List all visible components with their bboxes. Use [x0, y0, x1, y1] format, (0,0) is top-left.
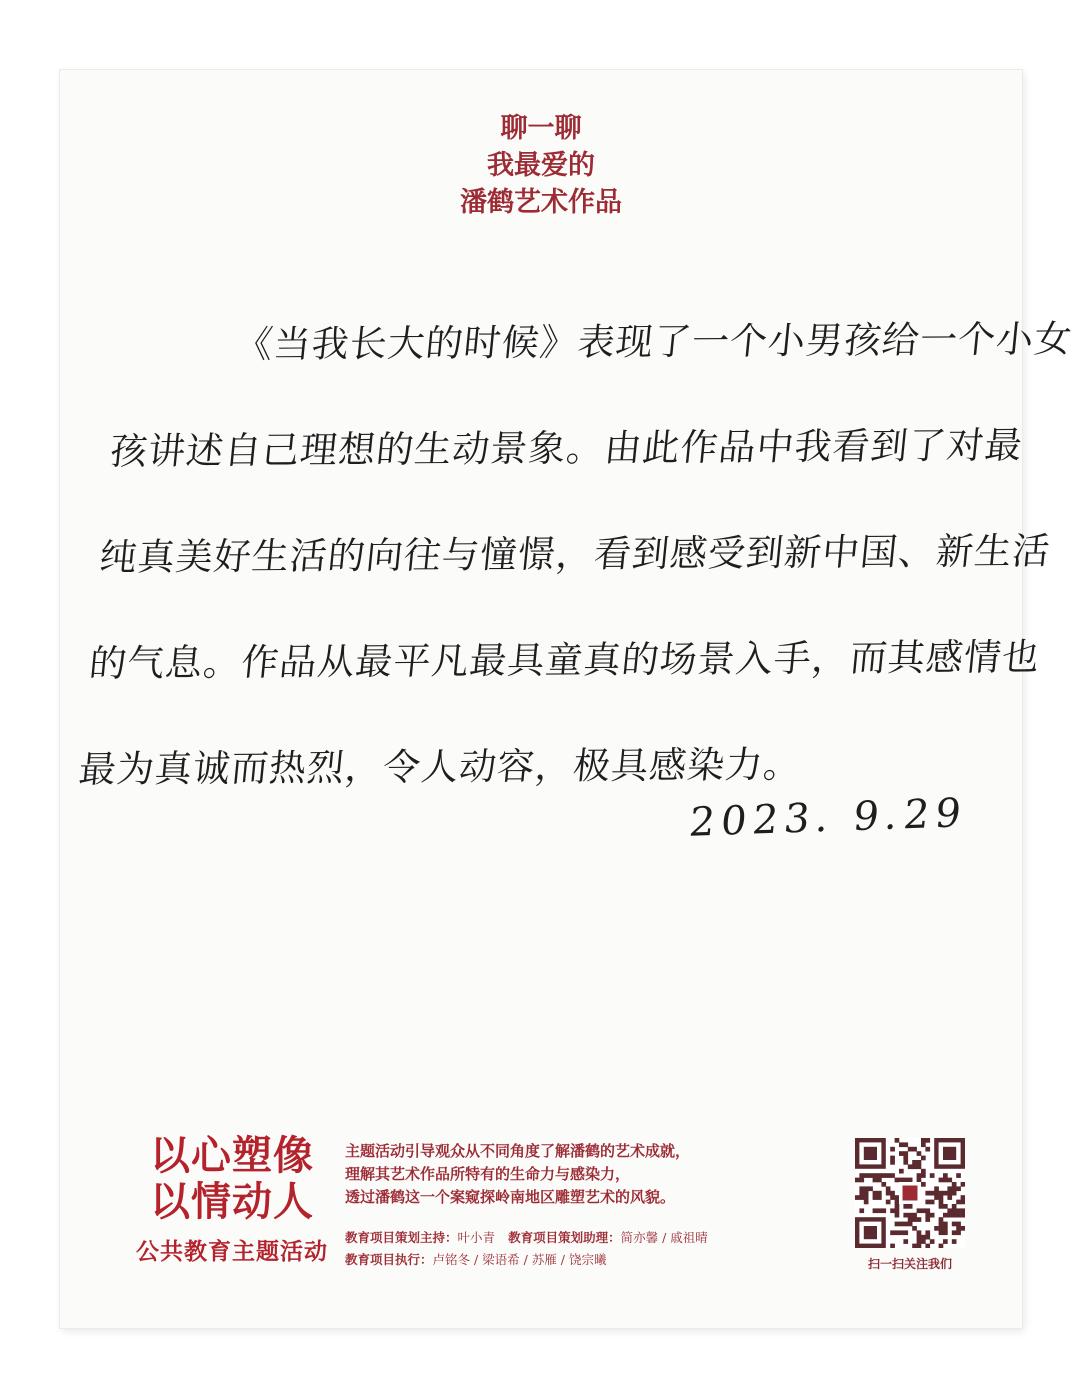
- handwritten-line-2: 孩讲述自己理想的生动景象。由此作品中我看到了对最: [108, 423, 1025, 474]
- handwritten-line-4: 的气息。作品从最平凡最具童真的场景入手，而其感情也: [87, 635, 1043, 686]
- slogan-line-1: 以心塑像: [150, 1133, 314, 1179]
- credit-assistant-label: 教育项目策划助理：: [508, 1230, 621, 1245]
- event-slogan: [112, 1133, 352, 1266]
- description-line-1: 主题活动引导观众从不同角度了解潘鹤的艺术成就，: [345, 1142, 691, 1160]
- handwritten-date: 2023. 9.29: [686, 790, 970, 846]
- credit-exec-value: 卢铭冬 / 梁语希 / 苏雁 / 饶宗曦: [432, 1252, 607, 1267]
- credit-host-label: 教育项目策划主持：: [345, 1230, 458, 1245]
- title-line-3: 潘鹤艺术作品: [460, 187, 622, 218]
- handwritten-text: [74, 287, 1075, 823]
- slogan-line-2: 以情动人: [150, 1179, 314, 1225]
- card-title: [60, 110, 1022, 221]
- title-line-2: 我最爱的: [487, 150, 595, 181]
- title-line-1: 聊一聊: [500, 113, 582, 144]
- credit-exec-label: 教育项目执行：: [345, 1252, 433, 1267]
- description-line-3: 透过潘鹤这一个案窥探岭南地区雕塑艺术的风貌。: [345, 1188, 676, 1206]
- description-line-2: 理解其艺术作品所特有的生命力与感染力，: [345, 1165, 631, 1183]
- qr-caption: 扫一扫关注我们: [867, 1257, 952, 1271]
- postcard: [60, 70, 1075, 1328]
- handwritten-line-1: 《当我长大的时候》表现了一个小男孩给一个小女: [233, 317, 1075, 367]
- credits-row-2: [345, 1249, 845, 1271]
- credits-row-1: [345, 1227, 845, 1249]
- handwritten-line-3: 纯真美好生活的向往与憧憬，看到感受到新中国、新生活: [97, 529, 1053, 580]
- event-description: [345, 1140, 825, 1209]
- credits: [345, 1227, 845, 1271]
- credit-assistant-value: 简亦馨 / 戚祖晴: [620, 1230, 708, 1245]
- qr-code-icon[interactable]: [855, 1138, 965, 1248]
- handwritten-line-5: 最为真诚而热烈，令人动容，极具感染力。: [76, 743, 804, 792]
- slogan-subtitle: 公共教育主题活动: [136, 1239, 328, 1265]
- credit-host-value: 叶小青: [457, 1230, 496, 1245]
